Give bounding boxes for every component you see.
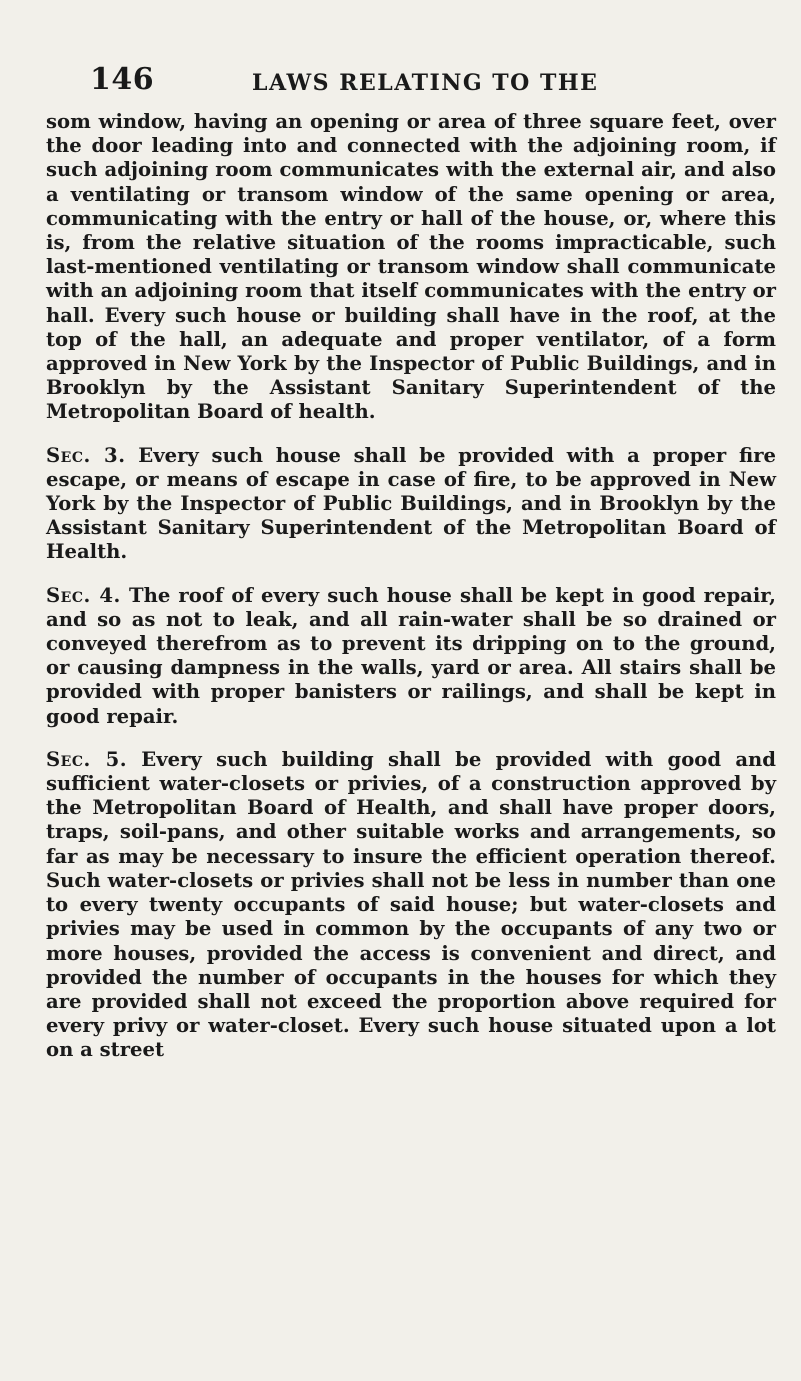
running-head: LAWS RELATING TO THE	[252, 70, 599, 96]
paragraph-text: som window, having an opening or area of three square feet, over the door leading into and connected with the adjoining room, if such adjoining room communicates with the external air, and also a ventilating or transom window of the same opening or area, communicating with the entry or hall of the house, or, where this is, from the relative situation of the rooms impracticable, such last-mentioned ventilating or transom window shall communicate with an adjoining room that itself communicates with the entry or hall. Every such house or building shall have in the roof, at the top of the hall, an adequate and proper ventilator, of a form approved in New York by the Inspector of Public Buildings, and in Brooklyn by the Assistant Sanitary Superintendent of the Metropolitan Board of health.	[46, 110, 776, 424]
paragraph-sec-4	[46, 584, 776, 729]
paragraph-text: Every such house shall be provided with a proper fire escape, or means of escape in case of fire, to be approved in New York by the Inspector of Public Buildings, and in Brooklyn by the Assistant Sanitary Superintendent of the Metropolitan Board of Health.	[46, 443, 776, 564]
section-label: Sec. 3.	[46, 443, 126, 467]
body-text	[46, 110, 776, 1063]
paragraph-sec-5	[46, 748, 776, 1063]
section-label: Sec. 5.	[46, 747, 128, 771]
page-number: 146	[90, 62, 155, 97]
paragraph-text: The roof of every such house shall be kept in good repair, and so as not to leak, and all rain-water shall be so drained or conveyed therefrom as to prevent its dripping on to the ground, or causing dampness in the walls, yard or area. All stairs shall be provided with proper banisters or railings, and shall be kept in good repair.	[46, 583, 777, 728]
paragraph-text: Every such building shall be provided with good and sufficient water-closets or privies, of a construction approved by the Metropolitan Board of Health, and shall have proper doors, traps, soil-pans, and other suitable works and arrangements, so far as may be necessary to insure the efficient operation thereof. Such water-closets or privies shall not be less in number than one to every twenty occupants of said house; but water-closets and privies may be used in common by the occupants of any two or more houses, provided the access is convenient and direct, and provided the number of occupants in the houses for which they are provided shall not exceed the proportion above required for every privy or water-closet. Every such house situated upon a lot on a street	[46, 747, 776, 1062]
paragraph-continuation	[46, 110, 776, 425]
section-label: Sec. 4.	[46, 583, 121, 607]
page-header	[90, 62, 750, 102]
paragraph-sec-3	[46, 444, 776, 565]
